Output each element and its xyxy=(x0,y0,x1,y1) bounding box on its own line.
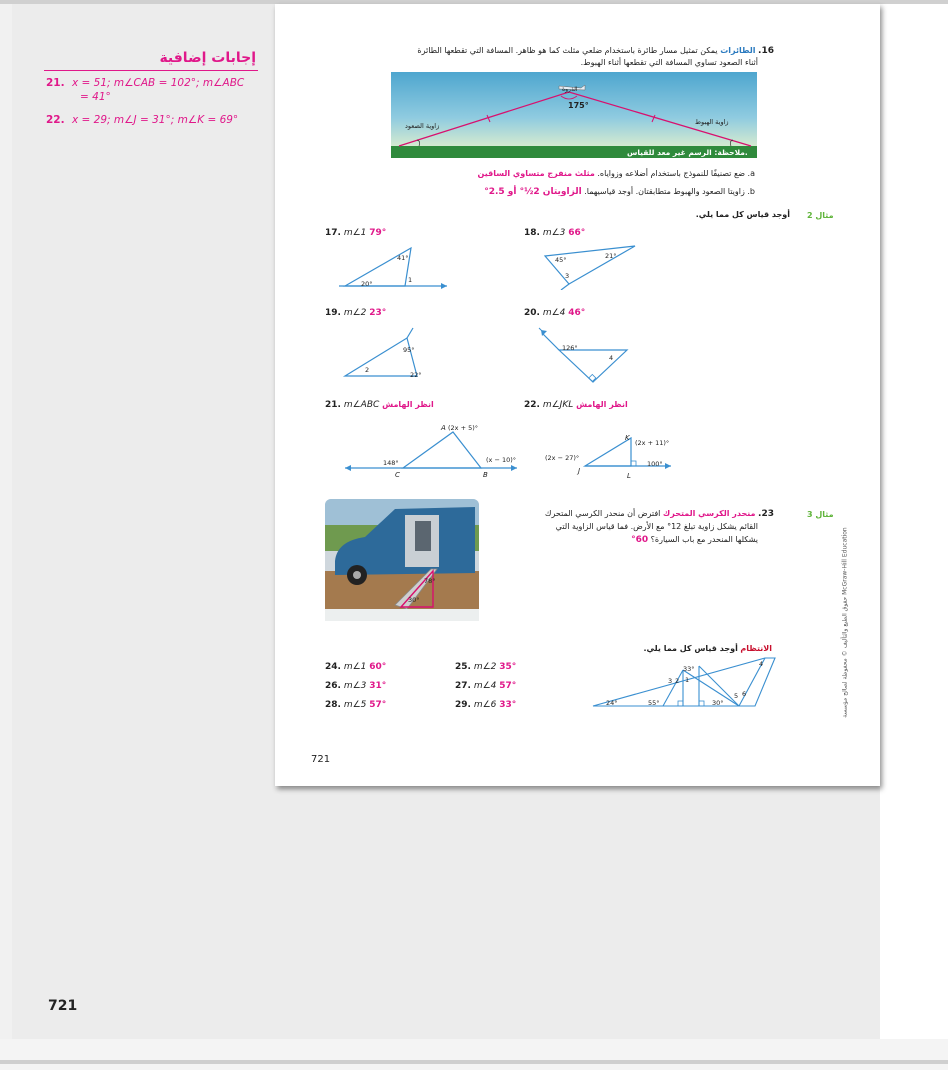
exercise-21-expr: m∠ABC xyxy=(343,400,380,410)
p16-part-a-text: a. ضع تصنيفًا للنموذج باستخدام أضلاعه وزواياه. xyxy=(597,169,755,178)
triangle xyxy=(545,246,635,284)
additional-answers-title: إجابات إضافية xyxy=(159,50,256,66)
item-29-answer: 33° xyxy=(499,700,517,710)
p16-topic: الطائرات xyxy=(720,46,756,55)
arrowhead-left xyxy=(345,465,351,471)
figure-20 xyxy=(537,326,637,386)
pfig-a: 24° xyxy=(606,699,618,707)
item-27-num: 27. xyxy=(455,681,471,691)
item-29-expr: m∠6 xyxy=(473,700,497,710)
flight-path-figure xyxy=(391,72,757,158)
exercise-22-expr: m∠JKL xyxy=(542,400,574,410)
triangle xyxy=(585,438,631,466)
exercise-20-expr: m∠4 xyxy=(542,308,566,318)
example3-tag: مثال 3 xyxy=(807,510,834,519)
page-number: 721 xyxy=(311,754,331,765)
exercise-18-num: 18. xyxy=(524,228,540,238)
p23-line3 xyxy=(631,535,758,545)
fig21-A: A xyxy=(441,424,446,432)
item-26-answer: 31° xyxy=(369,681,387,691)
bottom-scroll-line xyxy=(0,1060,948,1064)
lower-margin xyxy=(275,788,880,1039)
triangle xyxy=(403,432,481,468)
p16-part-a xyxy=(478,169,755,178)
item-26-expr: m∠3 xyxy=(343,681,367,691)
wheelchair xyxy=(415,521,431,551)
fig16-left-label: زاوية الصعود xyxy=(405,122,440,130)
exercise-17 xyxy=(325,228,386,238)
p23-topic: منحدر الكرسي المتحرك xyxy=(662,509,756,518)
item-29 xyxy=(455,696,516,715)
item-28-answer: 57° xyxy=(369,700,387,710)
exercise-19-expr: m∠2 xyxy=(343,308,367,318)
answer-22-text: x = 29; m∠J = 31°; m∠K = 69° xyxy=(71,114,239,126)
fig21-B: B xyxy=(483,471,488,479)
right-angle-2 xyxy=(678,701,683,706)
example2-tag: مثال 2 xyxy=(807,211,834,220)
wheelchair-van-photo xyxy=(325,499,479,621)
item-29-num: 29. xyxy=(455,700,471,710)
fig21-expA: (2x + 5)° xyxy=(448,424,479,432)
pattern-items xyxy=(325,658,386,715)
p23-line2: القائم يشكل زاوية تبلغ 12° مع الأرض. فما قياس الزاوية التي xyxy=(555,522,758,531)
exercise-21-num: 21. xyxy=(325,400,341,410)
item-27 xyxy=(455,677,516,696)
right-angle-mark xyxy=(631,461,636,466)
exercise-19-num: 19. xyxy=(325,308,341,318)
photo-ang1: 78° xyxy=(424,577,436,585)
exercise-18-answer: 66° xyxy=(568,228,586,238)
pfig-n2: 2 xyxy=(675,677,680,685)
item-25-expr: m∠2 xyxy=(473,662,497,672)
exercise-22-answer: انظر الهامش xyxy=(576,400,628,409)
p16-part-a-answer: مثلث منفرج متساوي الساقين xyxy=(477,169,595,178)
fig17-a: 41° xyxy=(397,254,409,262)
seg-c xyxy=(683,670,739,706)
item-24-answer: 60° xyxy=(369,662,387,672)
p16-part-b-answer: الزاويتان 2½° أو 2.5° xyxy=(484,187,582,197)
exercise-17-answer: 79° xyxy=(369,228,387,238)
exercise-20-answer: 46° xyxy=(568,308,586,318)
pfig-n4: 4 xyxy=(759,660,764,668)
figure-21 xyxy=(341,424,521,476)
right-blank-panel xyxy=(880,4,948,1039)
p16-part-b-text: b. زاويتا الصعود والهبوط متطابقتان. أوجد قياسيهما. xyxy=(584,187,755,196)
item-28 xyxy=(325,696,386,715)
p23-line1 xyxy=(545,509,774,519)
extension xyxy=(407,328,413,338)
exercise-20 xyxy=(524,308,585,318)
triangle xyxy=(559,350,627,382)
pfig-n6: 6 xyxy=(742,690,747,698)
item-24 xyxy=(325,658,386,677)
fig18-a: 45° xyxy=(555,256,567,264)
pfig-n5: 5 xyxy=(734,692,739,700)
fig19-c: 22° xyxy=(410,371,422,379)
fig21-ang148: 148° xyxy=(383,459,399,467)
textbook-page xyxy=(275,4,880,786)
right-angle-1 xyxy=(699,701,704,706)
exercise-17-num: 17. xyxy=(325,228,341,238)
p23-answer: 60° xyxy=(631,535,649,545)
fig16-angle: 175° xyxy=(568,101,589,110)
triangle xyxy=(345,338,417,376)
fig20-b: 4 xyxy=(609,354,614,362)
example2-instruction: أوجد قياس كل مما يلي. xyxy=(695,210,790,219)
answer-21-line2: = 41° xyxy=(80,91,111,103)
photo-floor xyxy=(325,609,479,621)
fig19-b: 2 xyxy=(365,366,370,374)
fig21-C: C xyxy=(395,471,400,479)
answer-21 xyxy=(46,76,244,104)
item-25-num: 25. xyxy=(455,662,471,672)
item-28-expr: m∠5 xyxy=(343,700,367,710)
sky xyxy=(391,72,757,148)
exercise-22 xyxy=(524,400,628,410)
pfig-d: 33° xyxy=(683,665,695,673)
figure-18 xyxy=(541,240,641,290)
figure-17 xyxy=(335,240,455,292)
fig19-a: 95° xyxy=(403,346,415,354)
answer-22 xyxy=(46,114,238,126)
p16-line1 xyxy=(417,46,774,56)
p23-text1: افترض أن منحدر الكرسي المتحرك xyxy=(544,509,661,518)
exercise-19 xyxy=(325,308,386,318)
exercise-17-expr: m∠1 xyxy=(343,228,367,238)
exercise-18-expr: m∠3 xyxy=(542,228,566,238)
p16-text1: يمكن تمثيل مسار طائرة باستخدام ضلعي مثلث كما هو ظاهر. المسافة التي تقطعها الطائرة xyxy=(417,46,718,55)
answer-21-line1: x = 51; m∠CAB = 102°; m∠ABC xyxy=(71,77,245,89)
patterns-header xyxy=(644,644,773,653)
title-rule xyxy=(44,70,258,71)
item-27-expr: m∠4 xyxy=(473,681,497,691)
fig22-J: J xyxy=(578,467,581,475)
exercise-18 xyxy=(524,228,585,238)
side-credit: حقوق الطبع والتأليف © محفوظة لصالح مؤسسة McGraw-Hill Education xyxy=(841,527,849,718)
answer-21-num: 21. xyxy=(46,77,65,89)
p16-line2: أثناء الصعود تساوي المسافة التي تقطعها أثناء الهبوط. xyxy=(580,58,758,67)
arrowhead-right xyxy=(511,465,517,471)
fig16-right-label: زاوية الهبوط xyxy=(695,118,729,126)
fig17-b: 20° xyxy=(361,280,373,288)
fig16-note: ملاحظة: الرسم غير معد للقياس. xyxy=(627,148,748,157)
fig22-ang: 100° xyxy=(647,460,663,468)
pattern-items-col2 xyxy=(455,658,516,715)
margin-panel xyxy=(12,4,275,1039)
margin-page-number: 721 xyxy=(48,998,78,1014)
fig22-K: K xyxy=(625,434,630,442)
item-24-num: 24. xyxy=(325,662,341,672)
pfig-n1: 1 xyxy=(685,676,690,684)
item-28-num: 28. xyxy=(325,700,341,710)
exercise-19-answer: 23° xyxy=(369,308,387,318)
arrowhead xyxy=(665,463,671,469)
fig22-expJ: (2x − 27)° xyxy=(545,454,580,462)
pfig-b: 55° xyxy=(648,699,660,707)
item-25 xyxy=(455,658,516,677)
fig21-expB: (x − 10)° xyxy=(486,456,517,464)
fig22-L: L xyxy=(627,472,631,480)
extension xyxy=(561,284,569,290)
item-26-num: 26. xyxy=(325,681,341,691)
arrowhead xyxy=(441,283,447,289)
fig18-c: 3 xyxy=(565,272,570,280)
answer-22-num: 22. xyxy=(46,114,65,126)
p16-part-b xyxy=(484,187,755,197)
bottom-band xyxy=(0,1039,948,1070)
p23-text3: يشكلها المنحدر مع باب السيارة؟ xyxy=(650,535,758,544)
pfig-n3: 3 xyxy=(668,677,673,685)
fig22-expK: (2x + 11)° xyxy=(635,439,670,447)
exercise-21-answer: انظر الهامش xyxy=(382,400,434,409)
p23-num: 23. xyxy=(758,509,774,519)
seg-a xyxy=(663,670,683,706)
item-27-answer: 57° xyxy=(499,681,517,691)
fig17-c: 1 xyxy=(408,276,413,284)
extension xyxy=(543,334,559,350)
item-26 xyxy=(325,677,386,696)
p16-num: 16. xyxy=(758,46,774,56)
photo-ang2: 30° xyxy=(408,596,420,604)
fig18-b: 21° xyxy=(605,252,617,260)
item-24-expr: m∠1 xyxy=(343,662,367,672)
patterns-instruction: أوجد قياس كل مما يلي. xyxy=(643,644,738,653)
patterns-topic: الانتظام xyxy=(740,644,772,653)
exercise-21 xyxy=(325,400,434,410)
exercise-20-num: 20. xyxy=(524,308,540,318)
van-hub xyxy=(353,571,361,579)
fig16-peak: الذروة xyxy=(562,86,578,93)
pfig-c: 30° xyxy=(712,699,724,707)
item-25-answer: 35° xyxy=(499,662,517,672)
exercise-22-num: 22. xyxy=(524,400,540,410)
fig20-a: 126° xyxy=(562,344,578,352)
